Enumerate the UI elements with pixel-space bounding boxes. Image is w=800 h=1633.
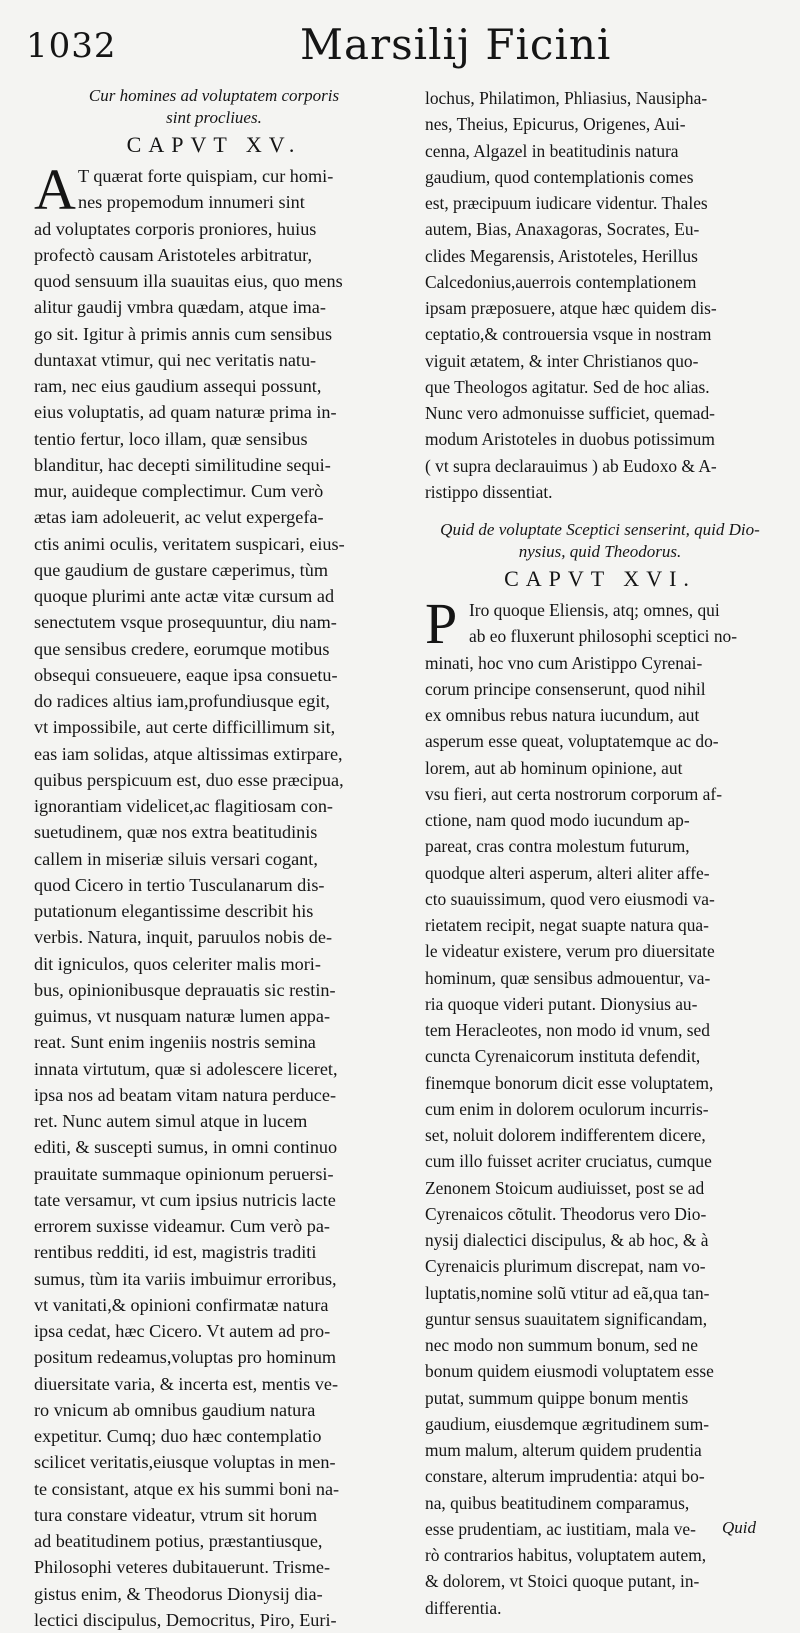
text-line: cto suauissimum, quod vero eiusmodi va- [425, 888, 715, 909]
text-line: quoque plurimi ante actæ vitæ cursum ad [34, 586, 335, 606]
text-line: T quærat forte quispiam, cur homi- [78, 166, 334, 186]
text-line: differentia. [425, 1597, 502, 1618]
text-line: quod Cicero in tertio Tusculanarum dis- [34, 874, 325, 895]
text-line: ætas iam adoleuerit, ac velut expergefa- [34, 507, 324, 528]
text-line: Cyrenaicis plurimum discrepat, nam vo- [425, 1256, 706, 1277]
text-line: minati, hoc vno cum Aristippo Cyrenai- [425, 652, 703, 673]
text-line: suetudinem, quæ nos extra beatitudinis [34, 822, 318, 843]
text-line: le videatur existere, verum pro diuersitate [425, 941, 715, 962]
text-line: bonum quidem eiusmodi voluptatem esse [425, 1361, 714, 1382]
text-line: Nunc vero admonuisse sufficiet, quemad- [425, 403, 715, 423]
text-line: cuncta Cyrenaicorum instituta defendit, [425, 1046, 701, 1067]
text-line: profectò causam Aristoteles arbitratur, [34, 244, 313, 265]
chapter-heading-xv: CAPVT XV. [126, 132, 302, 157]
text-line: que Theologos agitatur. Sed de hoc alias. [425, 376, 710, 397]
chapter-title-xv [34, 85, 394, 129]
text-line: ceptatio,& controuersia vsque in nostram [425, 324, 712, 345]
text-line: scilicet veritatis,eiusque voluptas in men- [34, 1452, 336, 1473]
drop-capital: A [34, 157, 76, 222]
text-line: cenna, Algazel in beatitudinis natura [425, 140, 679, 161]
text-line: que gaudium de gustare cæperimus, tùm [34, 559, 328, 580]
text-line: luptatis,nomine solũ vtitur ad eã,qua tan- [425, 1282, 710, 1303]
text-line: ro vnicum ab omnibus gaudium natura [34, 1399, 316, 1420]
text-line: finemque bonorum dicit esse voluptatem, [425, 1072, 714, 1093]
drop-capital: P [425, 591, 458, 656]
page-number: 1032 [26, 26, 117, 66]
text-line: vt vanitati,& opinioni confirmatæ natura [34, 1294, 329, 1315]
text-line: eas iam solidas, atque altissimas extirpare, [34, 743, 343, 764]
text-line: bus, opinionibusque deprauatis sic restin- [34, 979, 336, 1000]
text-line: quod sensuum illa suauitas eius, quo mens [34, 271, 343, 291]
text-line: diuersitate varia, & incerta est, mentis ve- [34, 1373, 339, 1394]
text-line: autem, Bias, Anaxagoras, Socrates, Eu- [425, 219, 700, 240]
text-line: ipsa cedat, hæc Cicero. Vt autem ad pro- [34, 1321, 331, 1341]
text-line: guntur sensus suauitatem significandam, [425, 1308, 708, 1329]
text-line: lorem, aut ab hominum opinione, aut [425, 757, 683, 778]
title-line: sint procliues. [166, 108, 262, 127]
text-line: duntaxat vtimur, qui nec veritatis natu- [34, 349, 317, 370]
text-line: asperum esse queat, voluptatemque ac do- [425, 731, 719, 752]
text-line: ret. Nunc autem simul atque in lucem [34, 1111, 308, 1131]
text-line: quodque alteri asperum, alteri aliter affe- [425, 862, 710, 883]
text-line: tem Heracleotes, non modo id vnum, sed [425, 1020, 710, 1040]
text-line: blanditur, hac decepti similitudine sequi- [34, 454, 331, 475]
text-line: ctione, nam quod modo iucundum ap- [425, 810, 690, 830]
text-line: verbis. Natura, inquit, paruulos nobis de- [34, 927, 333, 948]
text-line: expetitur. Cumq; duo hæc contemplatio [34, 1426, 322, 1446]
text-line: tate versamur, vt cum ipsius nutricis lacte [34, 1189, 336, 1210]
text-line: te consistant, atque ex his summi boni na- [34, 1478, 340, 1499]
left-column [34, 85, 394, 1633]
title-line: Cur homines ad voluptatem corporis [88, 86, 340, 105]
text-line: vsu fieri, aut certa nostrorum corporum af- [425, 783, 722, 804]
text-line: na, quibus beatitudinem comparamus, [425, 1492, 690, 1513]
text-line: Zenonem Stoicum audiuisset, post se ad [425, 1177, 705, 1198]
text-line: lectici discipulus, Democritus, Piro, Euri- [34, 1609, 337, 1630]
right-column [425, 85, 775, 1621]
chapter-xv-continuation [425, 85, 775, 505]
text-line: tentio fertur, loco illam, quæ sensibus [34, 428, 308, 449]
text-line: ex omnibus rebus natura iucundum, aut [425, 705, 700, 725]
title-line: nysius, quid Theodorus. [518, 542, 682, 561]
text-line: vt impossibile, aut certe difficillimum sit, [34, 717, 336, 738]
text-line: corum principe consenserunt, quod nihil [425, 678, 706, 699]
text-line: senectutem vsque prosequuntur, diu nam- [34, 612, 337, 633]
text-line: ignorantiam videlicet,ac flagitiosam con- [34, 796, 333, 816]
text-line: eius voluptatis, ad quam naturæ prima in- [34, 402, 337, 423]
text-line: hominum, quæ sensibus admouentur, va- [425, 967, 711, 988]
chapter-xvi-text [425, 591, 775, 1621]
text-line: quibus perspicuum est, duo esse præcipua, [34, 769, 344, 790]
text-line: rentibus redditi, id est, magistris traditi [34, 1242, 317, 1263]
text-line: gaudium, eiusdemque ægritudinem sum- [425, 1413, 710, 1434]
text-line: ram, nec eius gaudium assequi possunt, [34, 376, 322, 396]
text-line: ipsam præposuere, atque hæc quidem dis- [425, 298, 717, 318]
text-line: cum enim in dolorem oculorum incurris- [425, 1098, 709, 1119]
text-line: gaudium, quod contemplationis comes [425, 166, 694, 187]
running-head: Marsilij Ficini [300, 20, 612, 69]
chapter-heading-xvi: CAPVT XVI. [504, 566, 696, 591]
title-line: Quid de voluptate Sceptici senserint, quid Dio- [440, 520, 760, 539]
text-line: positum redeamus,voluptas pro hominum [34, 1347, 337, 1368]
text-line: clides Megarensis, Aristoteles, Herillus [425, 245, 698, 266]
text-line: ad voluptates corporis proniores, huius [34, 218, 317, 239]
text-line: Iro quoque Eliensis, atq; omnes, qui [469, 600, 720, 620]
text-line: ristippo dissentiat. [425, 481, 553, 502]
text-line: cum illo fuisset acriter cruciatus, cumque [425, 1151, 712, 1172]
chapter-title-xvi [425, 519, 775, 563]
text-line: rò contrarios habitus, voluptatem autem, [425, 1545, 707, 1565]
text-line: go sit. Igitur à primis annis cum sensibus [34, 323, 333, 344]
text-line: do radices altius iam,profundiusque egit, [34, 691, 330, 711]
text-line: constare, alterum imprudentia: atqui bo- [425, 1466, 705, 1487]
text-line: est, præcipuum iudicare videntur. Thales [425, 193, 708, 213]
text-line: mur, auideque complectimur. Cum verò [34, 481, 324, 501]
text-line: modum Aristoteles in duobus potissimum [425, 429, 715, 450]
text-line: guimus, vt nusquam naturæ lumen appa- [34, 1006, 331, 1026]
text-line: mum malum, alterum quidem prudentia [425, 1440, 702, 1460]
text-line: editi, & suscepti sumus, in omni continuo [34, 1137, 338, 1158]
text-line: innata virtutum, quæ si adolescere liceret, [34, 1058, 338, 1079]
text-line: dit igniculos, quos celeriter malis mori- [34, 953, 321, 974]
text-line: ( vt supra declarauimus ) ab Eudoxo & A- [425, 455, 717, 476]
text-line: nysij dialectici discipulus, & ab hoc, & à [425, 1230, 709, 1250]
catchword: Quid [722, 1518, 756, 1537]
text-line: rietatem recipit, negat suapte natura qua- [425, 915, 709, 935]
text-line: putat, summum quippe bonum mentis [425, 1387, 689, 1408]
text-line: Calcedonius,auerrois contemplationem [425, 271, 697, 292]
text-line: tura constare videatur, vtrum sit horum [34, 1504, 318, 1525]
text-line: putationum elegantissime describit his [34, 901, 314, 921]
text-line: callem in miseriæ siluis versari cogant, [34, 848, 318, 869]
text-line: gistus enim, & Theodorus Dionysij dia- [34, 1583, 323, 1604]
text-line: alitur gaudij vmbra quædam, atque ima- [34, 297, 326, 318]
text-line: reat. Sunt enim ingeniis nostris semina [34, 1032, 316, 1053]
text-line: set, noluit dolorem indifferentem dicere, [425, 1125, 706, 1145]
chapter-xv-text [34, 157, 394, 1633]
text-line: ipsa nos ad beatam vitam natura perduce- [34, 1084, 336, 1105]
text-line: viguit ætatem, & inter Christianos quo- [425, 350, 699, 371]
text-line: obsequi consueuere, eaque ipsa consuetu- [34, 664, 338, 685]
text-line: Philosophi veteres dubitauerunt. Trisme- [34, 1557, 331, 1578]
text-line: ctis animi oculis, veritatem suspicari, eius- [34, 533, 345, 554]
text-line: nec modo non summum bonum, sed ne [425, 1335, 698, 1355]
text-line: pareat, cras contra molestum futurum, [425, 836, 690, 857]
text-line: nes propemodum innumeri sint [78, 192, 305, 213]
text-line: que sensibus credere, eorumque motibus [34, 638, 330, 659]
text-line: ad beatitudinem potius, præstantiusque, [34, 1531, 323, 1551]
text-line: & dolorem, vt Stoici quoque putant, in- [425, 1571, 700, 1592]
text-line: prauitate summaque opinionum peruersi- [34, 1163, 334, 1184]
text-line: ria quoque videri putant. Dionysius au- [425, 993, 698, 1014]
text-line: Cyrenaicos cõtulit. Theodorus vero Dio- [425, 1203, 707, 1224]
text-line: esse prudentiam, ac iustitiam, mala ve- [425, 1518, 696, 1539]
text-line: ab eo fluxerunt philosophi sceptici no- [469, 626, 738, 647]
text-line: errorem suxisse videamur. Cum verò pa- [34, 1216, 330, 1236]
text-line: lochus, Philatimon, Phliasius, Nausipha- [425, 88, 708, 108]
text-line: nes, Theius, Epicurus, Origenes, Aui- [425, 114, 686, 135]
text-line: sumus, tùm ita variis imbuimur erroribus, [34, 1268, 337, 1289]
